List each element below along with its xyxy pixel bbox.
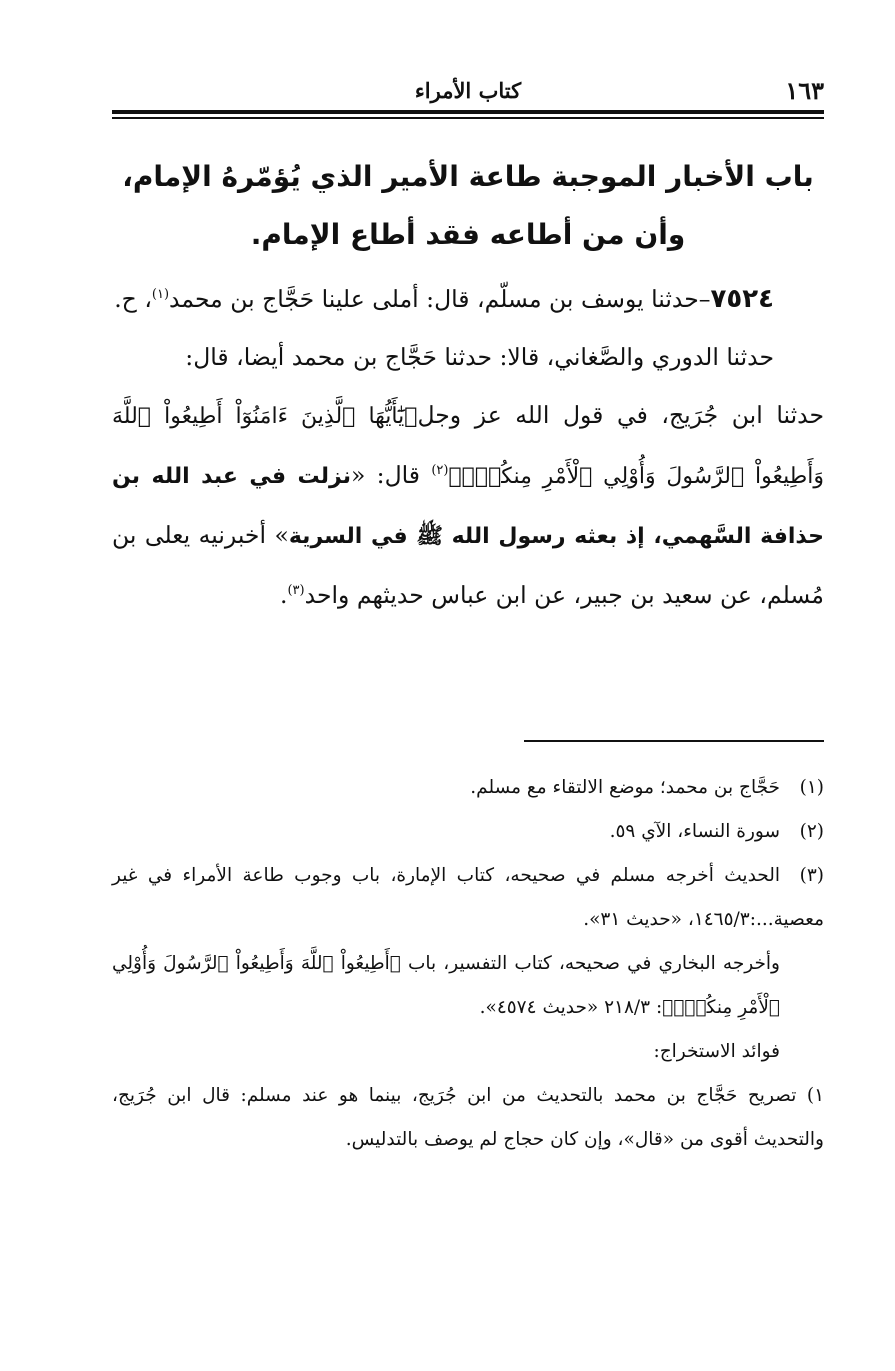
chapter-title: باب الأخبار الموجبة طاعة الأمير الذي يُؤمّرهُ الإمام، وأن من أطاعه فقد أطاع الإمام.: [122, 160, 814, 251]
benefit-1: ١) تصريح حَجَّاج بن محمد بالتحديث من ابن جُرَيج، بينما هو عند مسلم: قال ابن جُرَيج، والتحديث أقوى من «قال»، وإن كان حجاج لم يوصف بالتدليس.: [112, 1085, 824, 1150]
footnote-1: [112, 766, 824, 810]
footnote-3: [112, 854, 824, 942]
footnote-1-mark: (١): [799, 777, 824, 798]
footnotes: [112, 766, 824, 1162]
page-number: ١٦٣: [785, 76, 824, 105]
hadith-paragraph-2: حدثنا الدوري والصَّغاني، قالا: حدثنا حَجَّاج بن محمد أيضا، قال:: [185, 343, 774, 371]
hadith-body: [112, 270, 824, 624]
footnote-ref-3: (٣): [287, 583, 305, 599]
footnote-2: [112, 810, 824, 854]
hadith-text-a: حدثنا ابن جُرَيج، في قول الله عز وجل: [417, 401, 824, 429]
hadith-text-end: .: [279, 581, 288, 609]
footnote-2-mark: (٢): [799, 821, 824, 842]
footnote-separator: [524, 740, 824, 742]
running-title: كتاب الأمراء: [414, 78, 522, 103]
quran-verse: ﴿يَٰٓأَيُّهَا ٱلَّذِينَ ءَامَنُوٓاْ أَطِيعُواْ ٱللَّهَ وَأَطِيعُواْ ٱلرَّسُولَ وَأُوْلِي ٱلْأَمْرِ مِنكُمْۖ﴾: [112, 404, 825, 489]
bukhari-verse: ﴿أَطِيعُواْ ٱللَّهَ وَأَطِيعُواْ ٱلرَّسُولَ وَأُوْلِي ٱلْأَمْرِ مِنكُمْۖ﴾: [112, 953, 780, 1018]
benefits-heading: فوائد الاستخراج:: [653, 1041, 780, 1062]
footnote-2-text: سورة النساء، الآي ٥٩.: [609, 821, 780, 842]
hadith-number: ٧٥٢٤: [710, 284, 774, 314]
hadith-text-c: » أخبرنيه يعلى بن مُسلم، عن سعيد بن جبير، عن ابن عباس حديثهم واحد: [112, 521, 824, 609]
footnote-3-bukhari: [112, 942, 824, 1030]
hadith-bold-quote: نزلت في عبد الله بن حذافة السَّهمي، إذ بعثه رسول الله ﷺ في السرية: [112, 464, 824, 549]
footnote-3-mark: (٣): [799, 865, 824, 886]
footnote-ref-1: (١): [151, 287, 170, 303]
header-rule-thick: [112, 110, 824, 114]
bukhari-text-b: : ٢١٨/٣ «حديث ٤٥٧٤».: [479, 997, 663, 1018]
hadith-isnad-1-end: ، ح.: [114, 285, 152, 313]
footnote-3-text: الحديث أخرجه مسلم في صحيحه، كتاب الإمارة، باب وجوب طاعة الأمراء في غير معصية...:١٤٦٥/٣، «حديث ٣١».: [112, 865, 824, 930]
hadith-isnad-1: –حدثنا يوسف بن مسلّم، قال: أملى علينا حَجَّاج بن محمد: [169, 285, 711, 313]
hadith-paragraph-1: [112, 270, 824, 328]
page-header: [112, 74, 824, 110]
footnote-ref-2: (٢): [431, 463, 449, 479]
header-rule-thin: [112, 117, 824, 119]
hadith-text-b: قال: «: [350, 461, 432, 489]
bukhari-text-a: وأخرجه البخاري في صحيحه، كتاب التفسير، باب: [400, 953, 780, 974]
hadith-paragraph-3: [112, 386, 824, 624]
footnote-1-text: حَجَّاج بن محمد؛ موضع الالتقاء مع مسلم.: [470, 777, 780, 798]
